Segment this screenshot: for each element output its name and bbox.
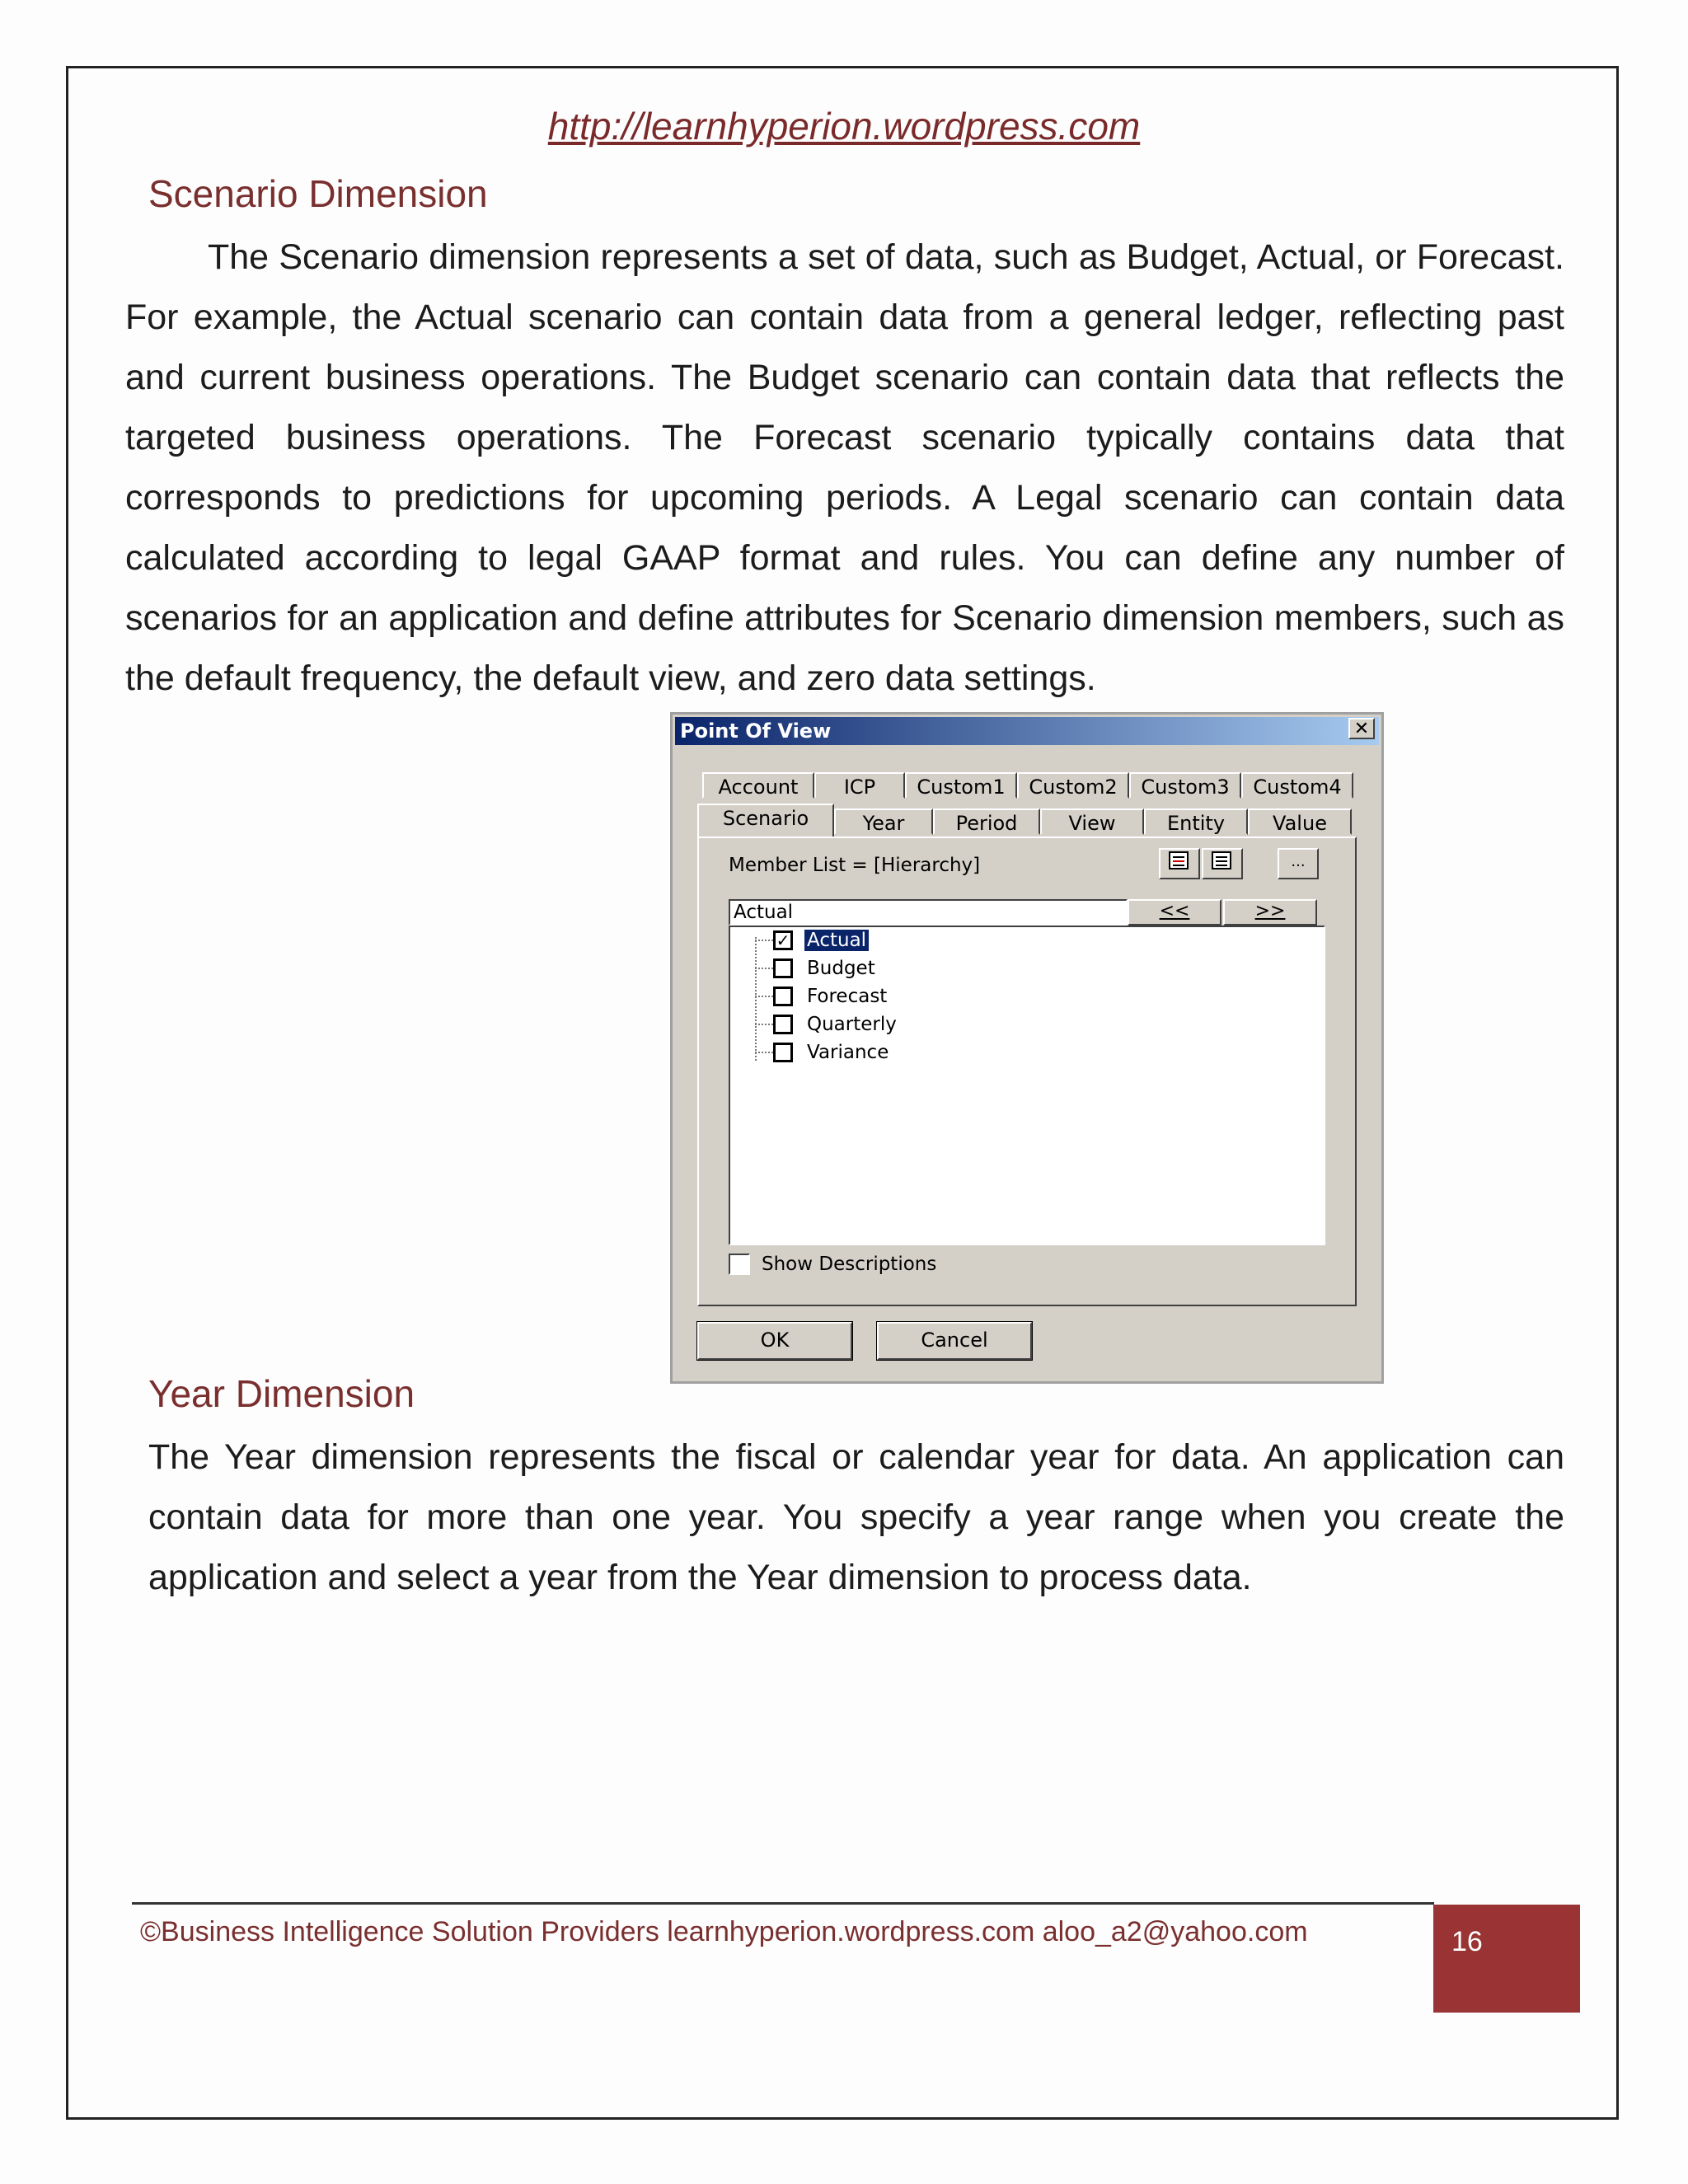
prev-button[interactable]: << (1128, 899, 1221, 926)
tab-custom2[interactable]: Custom2 (1017, 772, 1129, 799)
tree-item-label: Quarterly (807, 1014, 897, 1035)
tree-item-label: Forecast (807, 986, 888, 1007)
tab-period[interactable]: Period (933, 808, 1040, 835)
checkbox-budget[interactable] (773, 958, 793, 978)
tree-item-label: Actual (804, 930, 869, 951)
footer-text: ©Business Intelligence Solution Providers learnhyperion.wordpress.com aloo_a2@yahoo.com (140, 1916, 1308, 1947)
point-of-view-dialog (670, 712, 1384, 1384)
next-button[interactable]: >> (1223, 899, 1317, 926)
tab-custom1[interactable]: Custom1 (905, 772, 1017, 799)
member-tree[interactable] (729, 926, 1325, 1245)
show-descriptions-option[interactable] (729, 1254, 936, 1275)
browse-button[interactable]: ... (1278, 848, 1319, 879)
ok-button[interactable]: OK (697, 1322, 852, 1360)
tab-panel (697, 837, 1357, 1306)
tree-item-actual[interactable] (755, 927, 869, 954)
tree-item-variance[interactable] (755, 1039, 891, 1066)
cancel-button[interactable]: Cancel (877, 1322, 1032, 1360)
tree-item-forecast[interactable] (755, 983, 889, 1010)
tab-year[interactable]: Year (834, 808, 933, 835)
dialog-title: Point Of View (680, 719, 832, 743)
scenario-paragraph (125, 227, 1564, 709)
tree-item-quarterly[interactable] (755, 1011, 899, 1038)
show-descriptions-checkbox[interactable] (729, 1254, 750, 1275)
scenario-heading: Scenario Dimension (148, 172, 488, 215)
tree-item-label: Budget (807, 958, 875, 979)
checkbox-variance[interactable] (773, 1043, 793, 1062)
header-url-link[interactable]: http://learnhyperion.wordpress.com (547, 105, 1141, 148)
tab-value[interactable]: Value (1248, 808, 1352, 835)
tab-custom4[interactable]: Custom4 (1241, 772, 1353, 799)
checkbox-actual[interactable]: ✓ (773, 930, 793, 950)
tree-item-budget[interactable] (755, 955, 878, 982)
scenario-body-text: The Scenario dimension represents a set of data, such as Budget, Actual, or Forecast. For example, the Actual scenario can contain data from a general ledger, reflecting past and current business operations. The Budget scenario can contain data that reflects the targeted business operations. The Forecast scenario typically contains data that corresponds to predictions for upcoming periods. A Legal scenario can contain data calculated according to legal GAAP format and rules. You can define any number of scenarios for an application and define attributes for Scenario dimension members, such as the default frequency, the default view, and zero data settings. (125, 237, 1564, 698)
tree-item-label: Variance (807, 1042, 889, 1063)
year-paragraph: The Year dimension represents the fiscal or calendar year for data. An application can contain data for more than one year. You specify a year range when you create the application and select a year from the Year dimension to process data. (148, 1437, 1564, 1597)
member-select-icon[interactable] (1159, 848, 1200, 879)
tab-scenario[interactable]: Scenario (697, 804, 834, 837)
tab-view[interactable]: View (1040, 808, 1144, 835)
tab-entity[interactable]: Entity (1144, 808, 1248, 835)
tab-account[interactable]: Account (702, 772, 814, 799)
member-input[interactable]: Actual (729, 899, 1128, 926)
tab-custom3[interactable]: Custom3 (1129, 772, 1241, 799)
tab-icp[interactable]: ICP (814, 772, 905, 799)
dialog-titlebar[interactable] (675, 717, 1379, 745)
checkbox-quarterly[interactable] (773, 1015, 793, 1034)
footer-divider (132, 1902, 1434, 1905)
page-number: 16 (1433, 1905, 1580, 2013)
close-icon[interactable]: ✕ (1348, 718, 1375, 739)
member-list-label: Member List = [Hierarchy] (729, 855, 981, 876)
checkbox-forecast[interactable] (773, 987, 793, 1006)
list-view-icon[interactable] (1202, 848, 1243, 879)
show-descriptions-label: Show Descriptions (762, 1254, 937, 1275)
year-heading: Year Dimension (148, 1372, 415, 1415)
